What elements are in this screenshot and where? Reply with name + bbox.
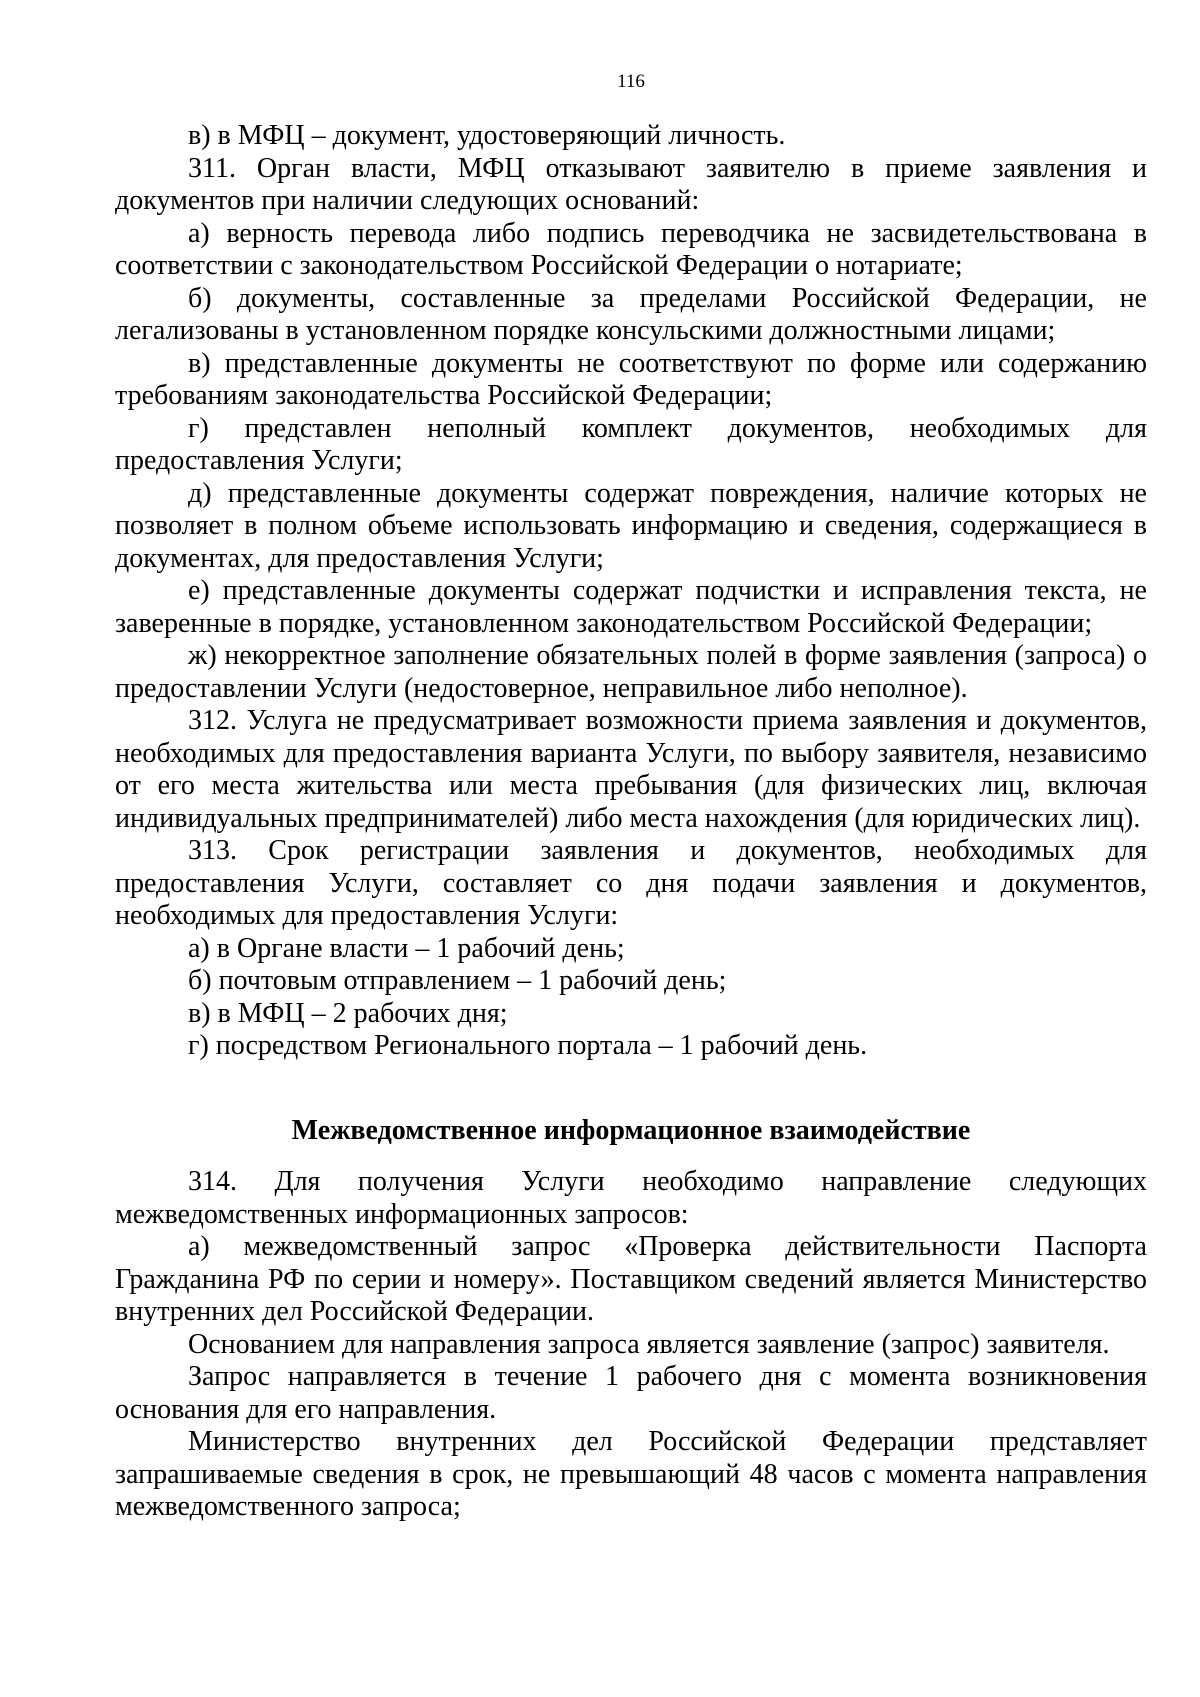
list-item-311-b: б) документы, составленные за пределами Российской Федерации, не легализованы в установленном порядке консульскими должностными лицами; <box>115 282 1147 346</box>
document-body <box>115 120 1147 1524</box>
list-item-311-zh: ж) некорректное заполнение обязательных полей в форме заявления (запроса) о предоставлении Услуги (недостоверное, неправильное либо неполное). <box>115 640 1147 704</box>
paragraph-v-mfc-identity: в) в МФЦ – документ, удостоверяющий личность. <box>188 120 786 151</box>
list-item-314-a: а) межведомственный запрос «Проверка действительности Паспорта Гражданина РФ по серии и номеру». Поставщиком сведений является Министерство внутренних дел Российской Федерации. <box>115 1231 1147 1327</box>
list-item-311-a: а) верность перевода либо подпись переводчика не засвидетельствована в соответствии с законодательством Российской Федерации о нотариате; <box>115 217 1147 281</box>
paragraph-ministry-response: Министерство внутренних дел Российской Федерации представляет запрашиваемые сведения в срок, не превышающий 48 часов с момента направления межведомственного запроса; <box>115 1426 1147 1522</box>
paragraph-311-refusal-grounds: 311. Орган власти, МФЦ отказывают заявителю в приеме заявления и документов при наличии следующих оснований: <box>115 152 1147 216</box>
paragraph-request-timing: Запрос направляется в течение 1 рабочего дня с момента возникновения основания для его направления. <box>115 1361 1147 1425</box>
list-item-311-e: е) представленные документы содержат подчистки и исправления текста, не заверенные в порядке, установленном законодательством Российской Федерации; <box>115 575 1147 639</box>
list-item-311-g: г) представлен неполный комплект документов, необходимых для предоставления Услуги; <box>115 412 1147 476</box>
paragraph-314-requests: 314. Для получения Услуги необходимо направление следующих межведомственных информационных запросов: <box>115 1166 1147 1230</box>
paragraph-request-basis: Основанием для направления запроса является заявление (запрос) заявителя. <box>188 1328 1110 1360</box>
list-item-313-g: г) посредством Регионального портала – 1 рабочий день. <box>188 1030 868 1061</box>
page-number: 116 <box>617 71 645 92</box>
list-item-313-v: в) в МФЦ – 2 рабочих дня; <box>188 997 508 1029</box>
paragraph-313-registration-term: 313. Срок регистрации заявления и документов, необходимых для предоставления Услуги, составляет со дня подачи заявления и документов, необходимых для предоставления Услуги: <box>115 835 1147 931</box>
list-item-313-a: а) в Органе власти – 1 рабочий день; <box>188 932 625 964</box>
list-item-311-v: в) представленные документы не соответствуют по форме или содержанию требованиям законодательства Российской Федерации; <box>115 347 1147 411</box>
list-item-311-d: д) представленные документы содержат повреждения, наличие которых не позволяет в полном объеме использовать информацию и сведения, содержащиеся в документах, для предоставления Услуги; <box>115 477 1147 574</box>
paragraph-312: 312. Услуга не предусматривает возможности приема заявления и документов, необходимых для предоставления варианта Услуги, по выбору заявителя, независимо от его места жительства или места пребывания (для физических лиц, включая индивидуальных предпринимателей) либо места нахождения (для юридических лиц). <box>115 705 1147 834</box>
section-heading: Межведомственное информационное взаимодействие <box>291 1114 971 1146</box>
list-item-313-b: б) почтовым отправлением – 1 рабочий день; <box>188 965 727 996</box>
